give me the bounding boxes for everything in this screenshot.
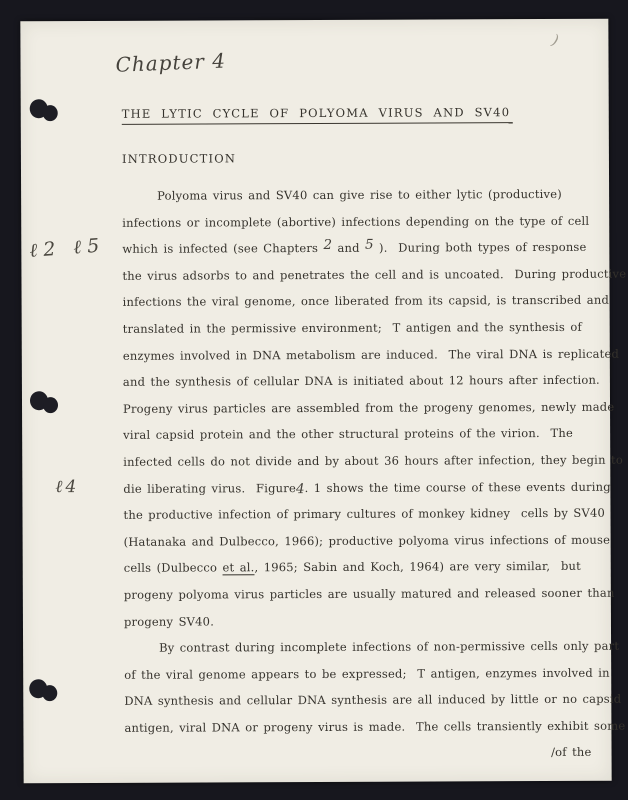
body-line: DNA synthesis and cellular DNA synthesis are all induced by little or no capsid [124, 691, 622, 709]
body-text: die liberating virus. Figure [123, 480, 296, 496]
body-line: translated in the permissive environment; T antigen and the synthesis of [122, 319, 582, 336]
body-line: Polyoma virus and SV40 can give rise to either lytic (productive) [157, 186, 562, 203]
underlined-et-al: et al. [222, 560, 255, 575]
body-line: viral capsid protein and the other structural proteins of the virion. The [123, 426, 574, 443]
handwritten-margin-note-l2-l5: ℓ2 ℓ5 [28, 234, 107, 262]
body-text: . 1 shows the time course of these events during [304, 479, 611, 495]
body-line: infections or incomplete (abortive) infections depending on the type of cell [122, 213, 590, 230]
handwritten-figure-number: 4 [295, 480, 305, 497]
body-text-block [122, 181, 627, 742]
body-line [123, 473, 610, 502]
ink-dot [42, 685, 57, 701]
body-line: By contrast during incomplete infections of non-permissive cells only part [159, 638, 620, 655]
body-line: infected cells do not divide and by about 36 hours after infection, they begin to [123, 452, 623, 469]
pencil-corner-mark: ) [549, 30, 561, 50]
body-line: progeny SV40. [123, 613, 215, 629]
body-line: enzymes involved in DNA metabolism are induced. The viral DNA is replicated [122, 346, 620, 363]
body-line [124, 553, 611, 582]
body-line: Progeny virus particles are assembled from the progeny genomes, newly made [123, 399, 615, 416]
body-line: of the viral genome appears to be expressed; T antigen, enzymes involved in [124, 665, 610, 682]
ink-dot [43, 397, 58, 413]
body-text: and [332, 240, 366, 256]
body-line: (Hatanaka and Dulbecco, 1966); productive polyoma virus infections of mouse [123, 532, 611, 549]
body-line: and the synthesis of cellular DNA is initiated about 12 hours after infection. [122, 372, 600, 389]
body-line: the virus adsorbs to and penetrates the cell and is uncoated. During productive [122, 266, 627, 283]
body-line: antigen, viral DNA or progeny virus is made. The cells transiently exhibit some [124, 718, 626, 735]
page-title: THE LYTIC CYCLE OF POLYOMA VIRUS AND SV40 [122, 105, 514, 125]
handwritten-chapter-label: Chapter 4 [115, 48, 227, 77]
ink-dot [43, 105, 58, 121]
section-heading: INTRODUCTION [121, 151, 237, 166]
continuation-mark: /of the [551, 744, 592, 759]
body-line: the productive infection of primary cultures of monkey kidney cells by SV40 [123, 505, 606, 522]
body-line: progeny polyoma virus particles are usually matured and released sooner than [123, 585, 615, 602]
body-line [122, 234, 609, 263]
handwritten-margin-note-l4: ℓ4 [55, 477, 80, 498]
body-text: , 1965; Sabin and Koch, 1964) are very similar, but [254, 559, 581, 575]
handwritten-chapter-number: 5 [364, 236, 374, 253]
body-text: cells (Dulbecco [123, 560, 223, 576]
handwritten-chapter-number: 2 [323, 237, 333, 254]
body-text: ). During both types of response [373, 240, 587, 255]
manuscript-page [20, 19, 627, 784]
body-text: which is infected (see Chapters [122, 241, 324, 257]
body-line: infections the viral genome, once liberated from its capsid, is transcribed and [122, 293, 610, 310]
